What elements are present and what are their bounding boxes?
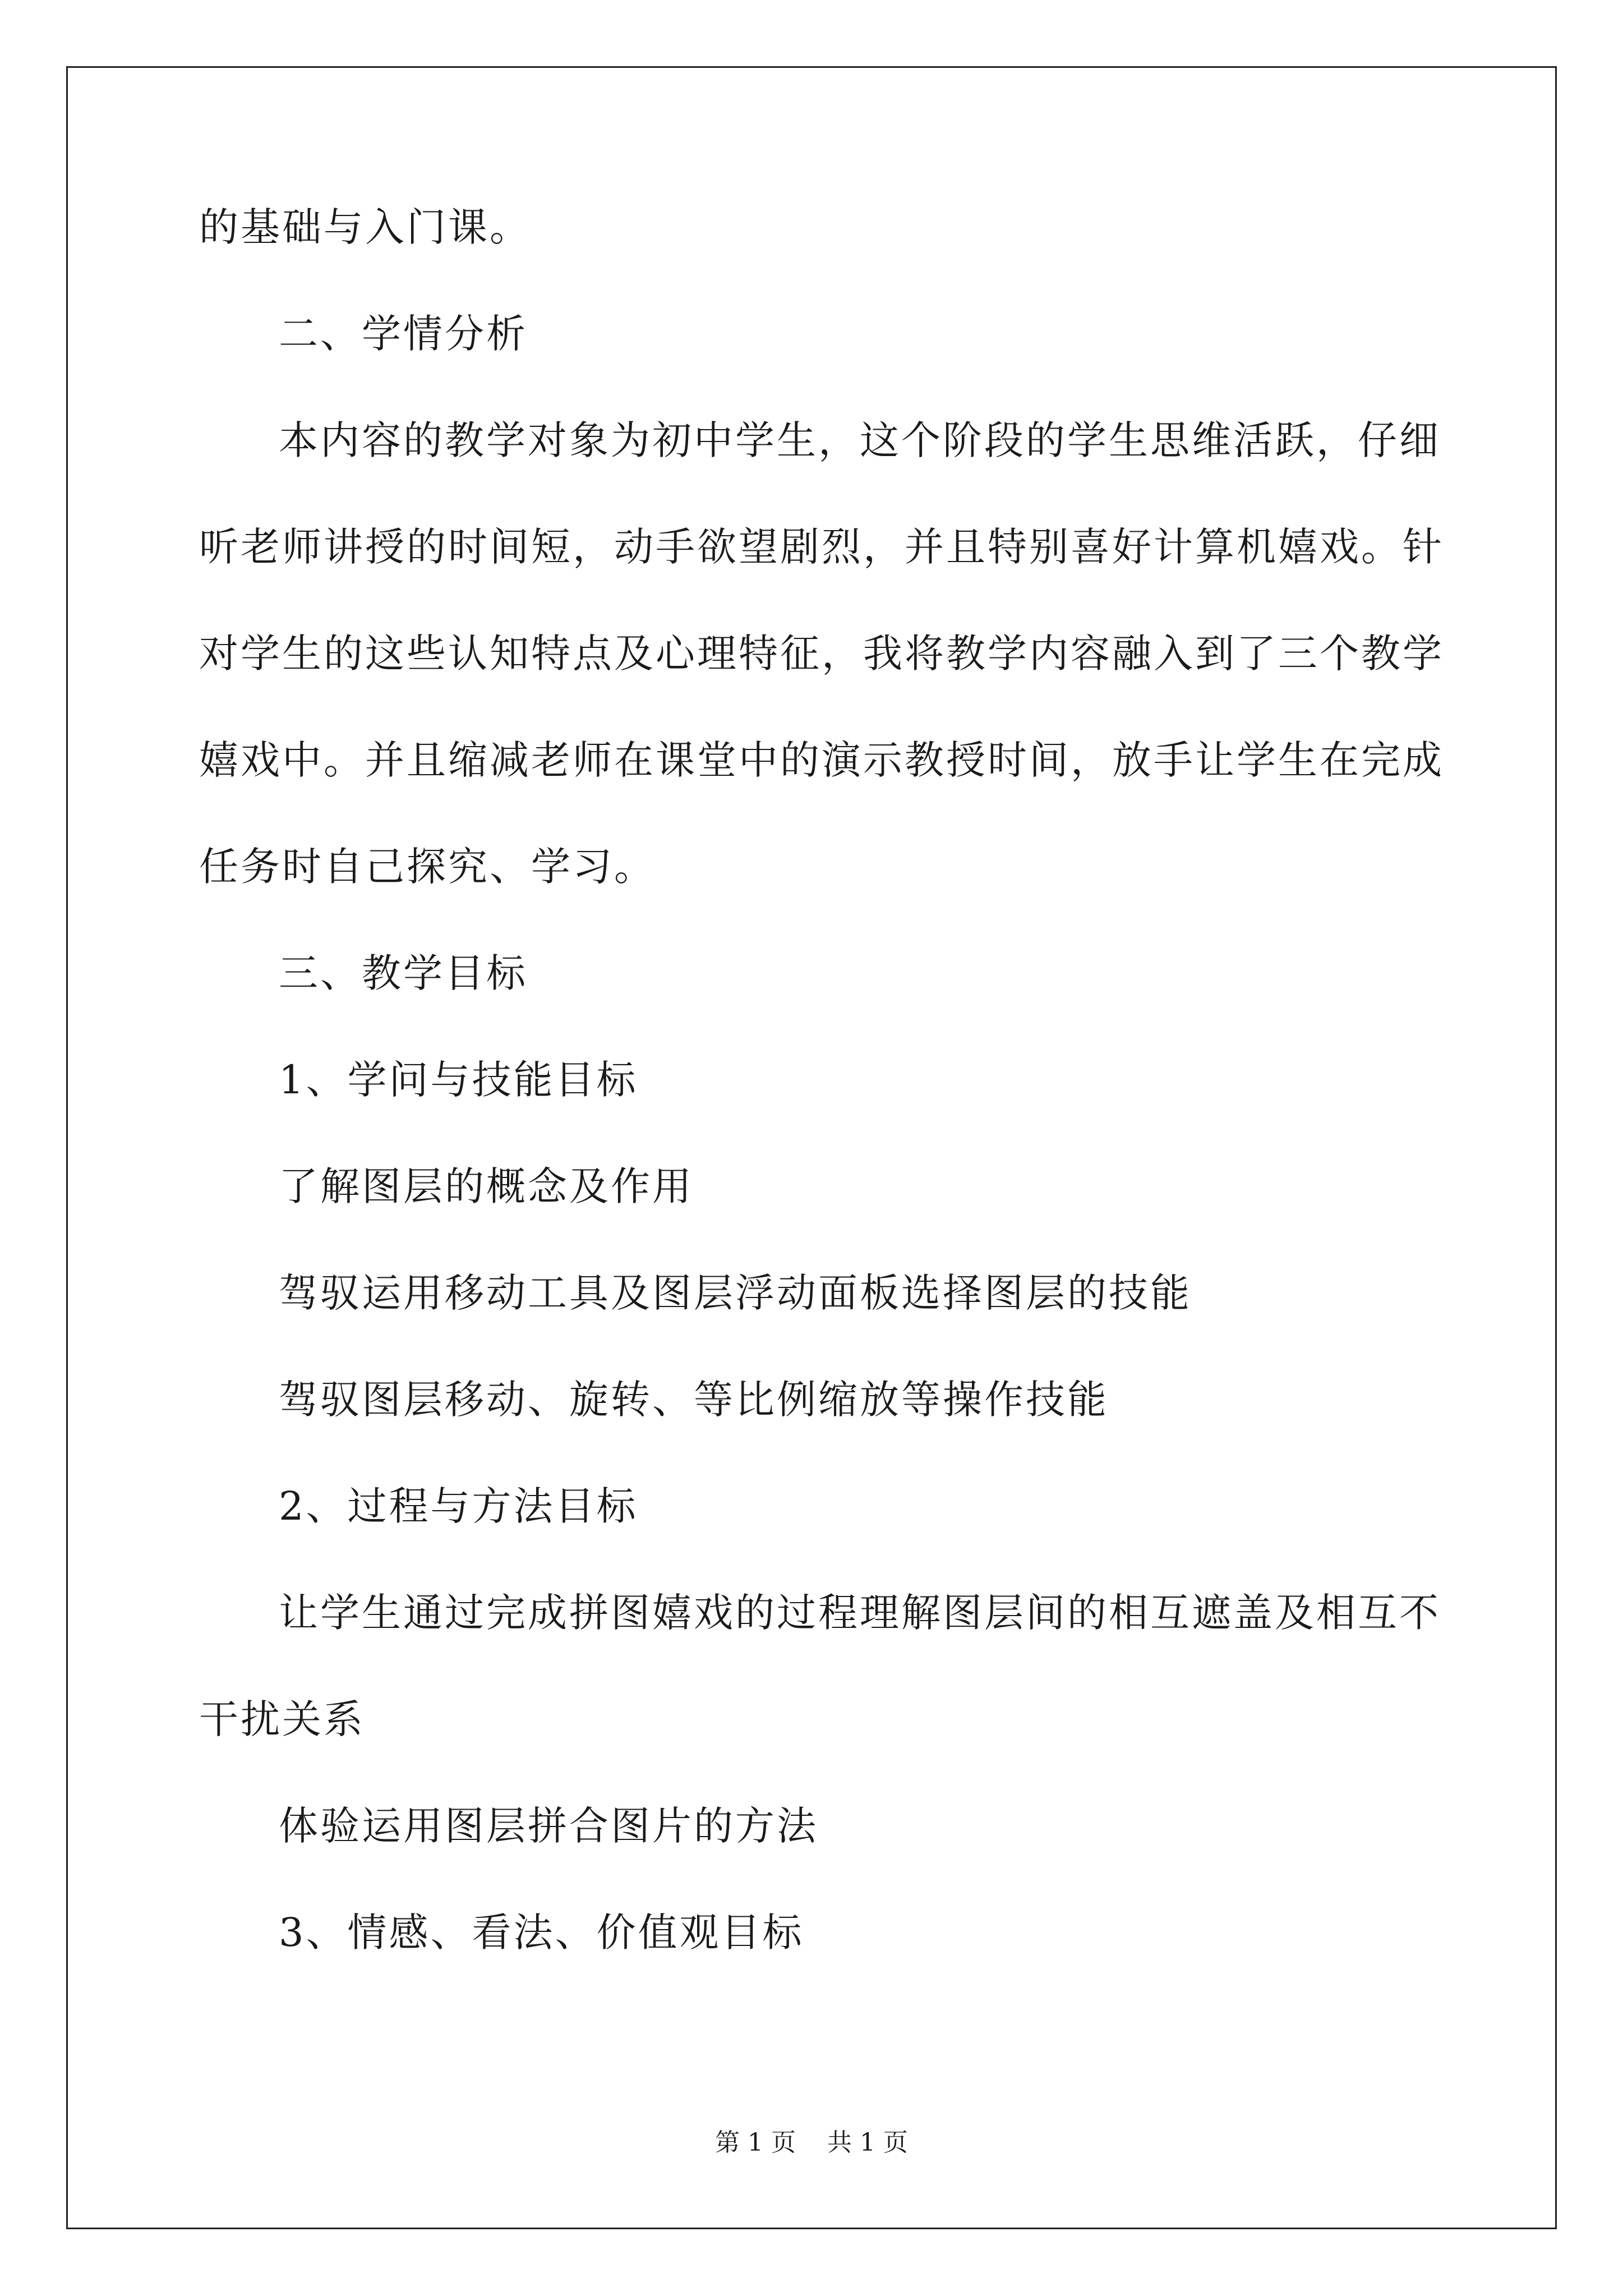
subsection-heading: 1、学问与技能目标 (279, 1057, 638, 1103)
text-line: 体验运用图层拼合图片的方法 (279, 1803, 818, 1849)
subsection-heading: 3、情感、看法、价值观目标 (279, 1910, 804, 1955)
text-line: 嬉戏中。并且缩减老师在课堂中的演示教授时间，放手让学生在完成 (199, 737, 1444, 783)
text-line: 让学生通过完成拼图嬉戏的过程理解图层间的相互遮盖及相互不 (279, 1590, 1441, 1636)
text-line: 听老师讲授的时间短，动手欲望剧烈，并且特别喜好计算机嬉戏。针 (199, 524, 1444, 570)
page-number-footer: 第 1 页 共 1 页 (715, 2128, 908, 2157)
section-heading: 二、学情分析 (279, 311, 528, 357)
text-line: 驾驭图层移动、旋转、等比例缩放等操作技能 (279, 1377, 1109, 1423)
text-line: 任务时自己探究、学习。 (199, 844, 656, 890)
section-heading: 三、教学目标 (279, 950, 528, 996)
subsection-heading: 2、过程与方法目标 (279, 1483, 638, 1529)
text-line: 对学生的这些认知特点及心理特征，我将教学内容融入到了三个教学 (199, 631, 1444, 677)
text-line: 了解图层的概念及作用 (279, 1163, 694, 1209)
text-line: 驾驭运用移动工具及图层浮动面板选择图层的技能 (279, 1270, 1192, 1316)
text-line: 的基础与入门课。 (199, 204, 531, 250)
text-line: 本内容的教学对象为初中学生，这个阶段的学生思维活跃，仔细 (279, 417, 1441, 463)
text-line: 干扰关系 (199, 1696, 365, 1742)
